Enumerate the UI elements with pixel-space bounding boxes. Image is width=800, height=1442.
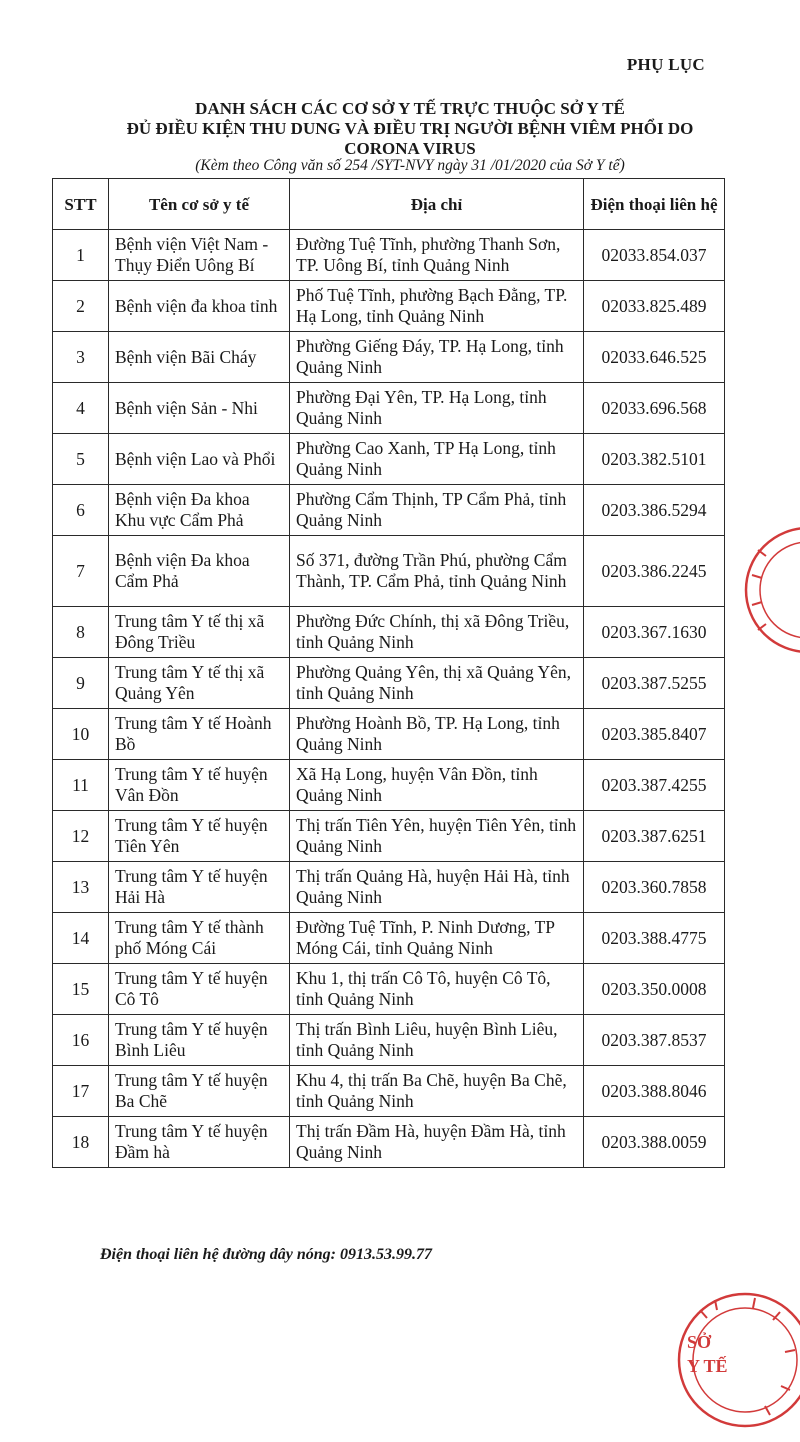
table-row: [53, 1066, 725, 1117]
row-facility-name: Bệnh viện Bãi Cháy: [109, 332, 290, 383]
row-address: Khu 1, thị trấn Cô Tô, huyện Cô Tô, tỉnh Quảng Ninh: [290, 964, 584, 1015]
row-stt: 2: [53, 281, 109, 332]
row-address: Đường Tuệ Tĩnh, P. Ninh Dương, TP Móng Cái, tỉnh Quảng Ninh: [290, 913, 584, 964]
header-stt: STT: [53, 179, 109, 230]
row-phone: 0203.382.5101: [584, 434, 725, 485]
row-stt: 12: [53, 811, 109, 862]
row-address: Thị trấn Bình Liêu, huyện Bình Liêu, tỉnh Quảng Ninh: [290, 1015, 584, 1066]
row-address: Số 371, đường Trần Phú, phường Cẩm Thành, TP. Cẩm Phả, tỉnh Quảng Ninh: [290, 536, 584, 607]
row-address: Thị trấn Quảng Hà, huyện Hải Hà, tỉnh Quảng Ninh: [290, 862, 584, 913]
table-header-row: [53, 179, 725, 230]
row-stt: 9: [53, 658, 109, 709]
table-row: [53, 281, 725, 332]
official-seal: [655, 1290, 800, 1430]
row-stt: 18: [53, 1117, 109, 1168]
row-phone: 0203.367.1630: [584, 607, 725, 658]
row-phone: 0203.387.5255: [584, 658, 725, 709]
row-stt: 10: [53, 709, 109, 760]
table-row: [53, 811, 725, 862]
row-phone: 0203.388.0059: [584, 1117, 725, 1168]
hotline-footer: Điện thoại liên hệ đường dây nóng: 0913.53.99.77: [100, 1246, 432, 1263]
table-row: [53, 1117, 725, 1168]
row-stt: 15: [53, 964, 109, 1015]
row-stt: 17: [53, 1066, 109, 1117]
header-phone: Điện thoại liên hệ: [584, 179, 725, 230]
row-phone: 0203.387.6251: [584, 811, 725, 862]
table-row: [53, 709, 725, 760]
table-row: [53, 536, 725, 607]
row-facility-name: Trung tâm Y tế thị xã Đông Triều: [109, 607, 290, 658]
row-address: Phường Giếng Đáy, TP. Hạ Long, tỉnh Quảng Ninh: [290, 332, 584, 383]
row-facility-name: Trung tâm Y tế thành phố Móng Cái: [109, 913, 290, 964]
row-stt: 11: [53, 760, 109, 811]
row-stt: 5: [53, 434, 109, 485]
row-address: Thị trấn Đầm Hà, huyện Đầm Hà, tỉnh Quảng Ninh: [290, 1117, 584, 1168]
table-row: [53, 658, 725, 709]
document-title-line-3: CORONA VIRUS: [344, 139, 476, 158]
official-seal-partial: [738, 520, 800, 660]
row-phone: 02033.646.525: [584, 332, 725, 383]
table-row: [53, 383, 725, 434]
row-facility-name: Trung tâm Y tế Hoành Bồ: [109, 709, 290, 760]
row-facility-name: Bệnh viện Đa khoa Khu vực Cẩm Phả: [109, 485, 290, 536]
row-phone: 0203.387.8537: [584, 1015, 725, 1066]
document-title-line-2: ĐỦ ĐIỀU KIỆN THU DUNG VÀ ĐIỀU TRỊ NGƯỜI BỆNH VIÊM PHỔI DO: [126, 119, 694, 138]
row-stt: 1: [53, 230, 109, 281]
row-address: Phường Đại Yên, TP. Hạ Long, tỉnh Quảng Ninh: [290, 383, 584, 434]
row-facility-name: Trung tâm Y tế huyện Cô Tô: [109, 964, 290, 1015]
row-phone: 0203.350.0008: [584, 964, 725, 1015]
row-facility-name: Trung tâm Y tế thị xã Quảng Yên: [109, 658, 290, 709]
row-address: Phố Tuệ Tĩnh, phường Bạch Đằng, TP. Hạ Long, tỉnh Quảng Ninh: [290, 281, 584, 332]
row-stt: 13: [53, 862, 109, 913]
header-name: Tên cơ sở y tế: [109, 179, 290, 230]
row-phone: 0203.360.7858: [584, 862, 725, 913]
row-phone: 02033.825.489: [584, 281, 725, 332]
row-address: Phường Cao Xanh, TP Hạ Long, tỉnh Quảng Ninh: [290, 434, 584, 485]
row-facility-name: Trung tâm Y tế huyện Tiên Yên: [109, 811, 290, 862]
row-facility-name: Bệnh viện Lao và Phổi: [109, 434, 290, 485]
row-phone: 0203.386.5294: [584, 485, 725, 536]
row-facility-name: Trung tâm Y tế huyện Vân Đồn: [109, 760, 290, 811]
row-phone: 0203.386.2245: [584, 536, 725, 607]
row-address: Phường Cẩm Thịnh, TP Cẩm Phả, tỉnh Quảng Ninh: [290, 485, 584, 536]
row-facility-name: Bệnh viện Việt Nam - Thụy Điển Uông Bí: [109, 230, 290, 281]
table-row: [53, 332, 725, 383]
row-address: Xã Hạ Long, huyện Vân Đồn, tỉnh Quảng Ninh: [290, 760, 584, 811]
row-stt: 16: [53, 1015, 109, 1066]
row-facility-name: Trung tâm Y tế huyện Ba Chẽ: [109, 1066, 290, 1117]
row-address: Phường Đức Chính, thị xã Đông Triều, tỉnh Quảng Ninh: [290, 607, 584, 658]
table-row: [53, 913, 725, 964]
row-facility-name: Trung tâm Y tế huyện Hải Hà: [109, 862, 290, 913]
row-facility-name: Bệnh viện đa khoa tỉnh: [109, 281, 290, 332]
row-address: Phường Hoành Bồ, TP. Hạ Long, tỉnh Quảng Ninh: [290, 709, 584, 760]
row-address: Khu 4, thị trấn Ba Chẽ, huyện Ba Chẽ, tỉnh Quảng Ninh: [290, 1066, 584, 1117]
row-phone: 02033.696.568: [584, 383, 725, 434]
row-facility-name: Trung tâm Y tế huyện Bình Liêu: [109, 1015, 290, 1066]
table-row: [53, 760, 725, 811]
row-address: Đường Tuệ Tĩnh, phường Thanh Sơn, TP. Uông Bí, tỉnh Quảng Ninh: [290, 230, 584, 281]
row-stt: 3: [53, 332, 109, 383]
appendix-label: PHỤ LỤC: [626, 55, 705, 74]
row-phone: 0203.385.8407: [584, 709, 725, 760]
row-stt: 14: [53, 913, 109, 964]
document-subtitle: (Kèm theo Công văn số 254 /SYT-NVY ngày 31 /01/2020 của Sở Y tế): [195, 157, 625, 174]
table-row: [53, 1015, 725, 1066]
row-facility-name: Bệnh viện Đa khoa Cẩm Phả: [109, 536, 290, 607]
row-stt: 6: [53, 485, 109, 536]
row-facility-name: Bệnh viện Sản - Nhi: [109, 383, 290, 434]
seal-center-text: SỞ Y TẾ: [687, 1332, 728, 1376]
row-phone: 0203.388.4775: [584, 913, 725, 964]
row-address: Phường Quảng Yên, thị xã Quảng Yên, tỉnh Quảng Ninh: [290, 658, 584, 709]
table-row: [53, 964, 725, 1015]
table-row: [53, 434, 725, 485]
table-row: [53, 607, 725, 658]
row-facility-name: Trung tâm Y tế huyện Đầm hà: [109, 1117, 290, 1168]
row-phone: 0203.387.4255: [584, 760, 725, 811]
row-stt: 4: [53, 383, 109, 434]
row-stt: 7: [53, 536, 109, 607]
table-row: [53, 862, 725, 913]
row-phone: 02033.854.037: [584, 230, 725, 281]
header-address: Địa chỉ: [290, 179, 584, 230]
document-title-line-1: DANH SÁCH CÁC CƠ SỞ Y TẾ TRỰC THUỘC SỞ Y TẾ: [195, 99, 625, 118]
row-phone: 0203.388.8046: [584, 1066, 725, 1117]
row-address: Thị trấn Tiên Yên, huyện Tiên Yên, tỉnh Quảng Ninh: [290, 811, 584, 862]
table-row: [53, 230, 725, 281]
row-stt: 8: [53, 607, 109, 658]
table-row: [53, 485, 725, 536]
facility-table: [52, 178, 725, 1168]
